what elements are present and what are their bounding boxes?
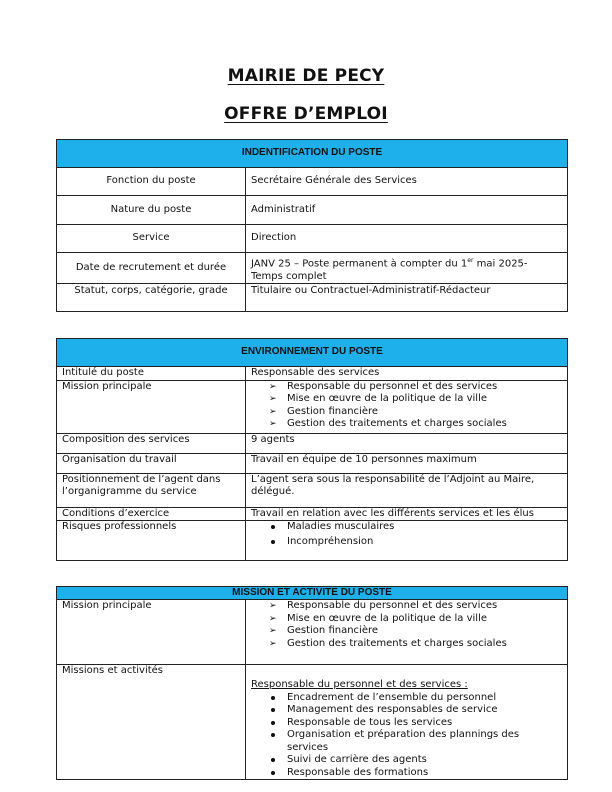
recruitment-text-end: mai 2025- Temps complet — [251, 258, 528, 282]
list-item: Responsable des formations — [251, 767, 562, 780]
activities-subheading: Responsable du personnel et des services : — [251, 679, 468, 690]
identification-value: Titulaire ou Contractuel-Administratif-Rédacteur — [246, 284, 568, 312]
list-item: Organisation et préparation des plannings des services — [251, 729, 562, 754]
environment-label: Mission principale — [57, 380, 246, 433]
recruitment-superscript: er — [467, 257, 474, 264]
environment-label: Composition des services — [57, 433, 246, 453]
list-item: ➢ Gestion financière — [251, 625, 562, 638]
risks-list — [251, 521, 562, 548]
identification-value: Administratif — [246, 196, 568, 225]
environment-value: L’agent sera sous la responsabilité de l’Adjoint au Maire, délégué. — [246, 473, 568, 507]
mission-list — [251, 381, 562, 431]
list-item: ➢ Mise en œuvre de la politique de la ville — [251, 393, 562, 406]
environment-value: Travail en équipe de 10 personnes maximum — [246, 453, 568, 473]
identification-label: Date de recrutement et durée — [57, 253, 246, 284]
list-item: ➢ Mise en œuvre de la politique de la ville — [251, 613, 562, 626]
identification-label: Nature du poste — [57, 196, 246, 225]
environment-value: 9 agents — [246, 433, 568, 453]
environment-value: Responsable des services — [246, 367, 568, 381]
environment-table — [56, 338, 568, 561]
mission-value — [246, 600, 568, 665]
list-item: ➢ Responsable du personnel et des services — [251, 600, 562, 613]
identification-value: Direction — [246, 225, 568, 253]
environment-label: Positionnement de l’agent dans l’organigramme du service — [57, 473, 246, 507]
environment-value — [246, 380, 568, 433]
mission-list — [251, 600, 562, 650]
environment-value: Travail en relation avec les différents services et les élus — [246, 507, 568, 521]
identification-heading: INDENTIFICATION DU POSTE — [57, 140, 568, 168]
list-item: ➢ Gestion des traitements et charges sociales — [251, 418, 562, 431]
document-subtitle: OFFRE D’EMPLOI — [224, 104, 388, 124]
environment-label: Organisation du travail — [57, 453, 246, 473]
mission-heading: MISSION ET ACTIVITE DU POSTE — [57, 587, 568, 600]
document-title: MAIRIE DE PECY — [227, 66, 385, 86]
identification-table — [56, 139, 568, 312]
list-item: Suivi de carrière des agents — [251, 754, 562, 767]
list-item: Management des responsables de service — [251, 704, 562, 717]
list-item: Encadrement de l’ensemble du personnel — [251, 692, 562, 705]
list-item: Incompréhension — [251, 536, 562, 549]
mission-label: Missions et activités — [57, 665, 246, 780]
activities-list — [251, 692, 562, 780]
list-item: ➢ Gestion financière — [251, 406, 562, 419]
environment-value — [246, 521, 568, 561]
list-item: ➢ Gestion des traitements et charges sociales — [251, 638, 562, 651]
identification-label: Service — [57, 225, 246, 253]
recruitment-text: JANV 25 – Poste permanent à compter du 1 — [251, 258, 468, 270]
list-item: ➢ Responsable du personnel et des services — [251, 381, 562, 394]
mission-table — [56, 586, 568, 780]
environment-label: Risques professionnels — [57, 521, 246, 561]
mission-label: Mission principale — [57, 600, 246, 665]
identification-value: Secrétaire Générale des Services — [246, 168, 568, 196]
identification-label: Fonction du poste — [57, 168, 246, 196]
mission-value — [246, 665, 568, 780]
list-item: Maladies musculaires — [251, 521, 562, 534]
environment-heading: ENVIRONNEMENT DU POSTE — [57, 339, 568, 367]
environment-label: Conditions d’exercice — [57, 507, 246, 521]
identification-label: Statut, corps, catégorie, grade — [57, 284, 246, 312]
identification-value — [246, 253, 568, 284]
list-item: Responsable de tous les services — [251, 717, 562, 730]
environment-label: Intitulé du poste — [57, 367, 246, 381]
